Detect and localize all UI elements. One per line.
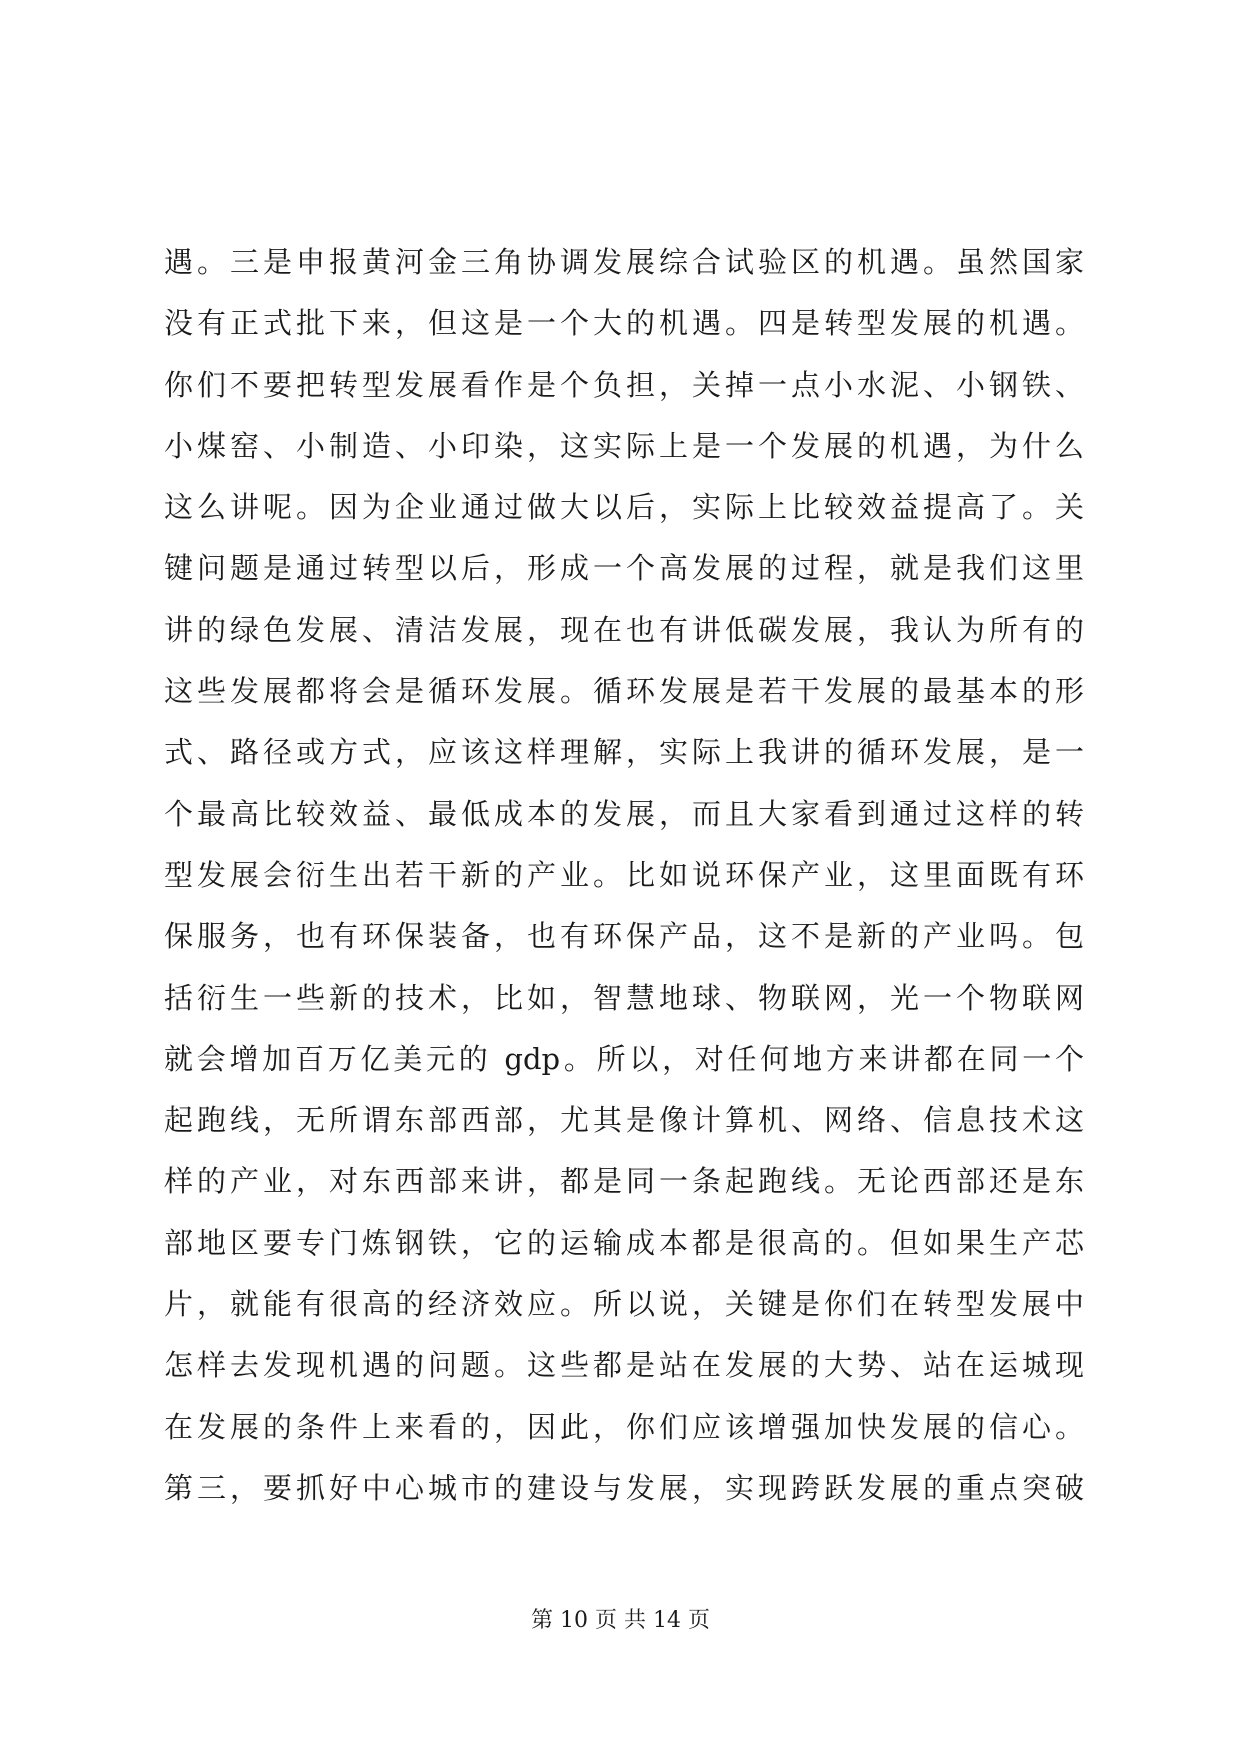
body-text <box>164 232 1084 1519</box>
text-line: 片，就能有很高的经济效应。所以说，关键是你们在转型发展中 <box>164 1287 1084 1322</box>
text-line: 部地区要专门炼钢铁，它的运输成本都是很高的。但如果生产芯 <box>164 1225 1084 1260</box>
text-line: 样的产业，对东西部来讲，都是同一条起跑线。无论西部还是东 <box>164 1164 1084 1199</box>
text-line: 起跑线，无所谓东部西部，尤其是像计算机、网络、信息技术这 <box>164 1103 1084 1138</box>
text-line: 小煤窑、小制造、小印染，这实际上是一个发展的机遇，为什么 <box>164 428 1084 463</box>
text-line: 括衍生一些新的技术，比如，智慧地球、物联网，光一个物联网 <box>164 980 1084 1015</box>
text-line: 这么讲呢。因为企业通过做大以后，实际上比较效益提高了。关 <box>164 490 1084 525</box>
text-line: 遇。三是申报黄河金三角协调发展综合试验区的机遇。虽然国家 <box>164 245 1084 279</box>
text-line: 你们不要把转型发展看作是个负担，关掉一点小水泥、小钢铁、 <box>164 367 1084 402</box>
text-line: 这些发展都将会是循环发展。循环发展是若干发展的最基本的形 <box>164 674 1084 709</box>
text-line: 在发展的条件上来看的，因此，你们应该增强加快发展的信心。 <box>164 1409 1084 1444</box>
text-line: 没有正式批下来，但这是一个大的机遇。四是转型发展的机遇。 <box>164 306 1084 341</box>
text-line: 式、路径或方式，应该这样理解，实际上我讲的循环发展，是一 <box>164 735 1084 770</box>
text-line: 型发展会衍生出若干新的产业。比如说环保产业，这里面既有环 <box>164 857 1084 892</box>
text-line: 保服务，也有环保装备，也有环保产品，这不是新的产业吗。包 <box>164 919 1084 954</box>
page-number-footer: 第 10 页 共 14 页 <box>531 1608 710 1633</box>
text-line: 讲的绿色发展、清洁发展，现在也有讲低碳发展，我认为所有的 <box>164 612 1084 647</box>
text-line: 怎样去发现机遇的问题。这些都是站在发展的大势、站在运城现 <box>164 1348 1084 1383</box>
text-line: 就会增加百万亿美元的 gdp。所以，对任何地方来讲都在同一个 <box>164 1041 1084 1076</box>
text-line: 个最高比较效益、最低成本的发展，而且大家看到通过这样的转 <box>164 796 1084 831</box>
text-line: 第三，要抓好中心城市的建设与发展，实现跨跃发展的重点突破 <box>164 1470 1084 1505</box>
text-line: 键问题是通过转型以后，形成一个高发展的过程，就是我们这里 <box>164 551 1084 586</box>
